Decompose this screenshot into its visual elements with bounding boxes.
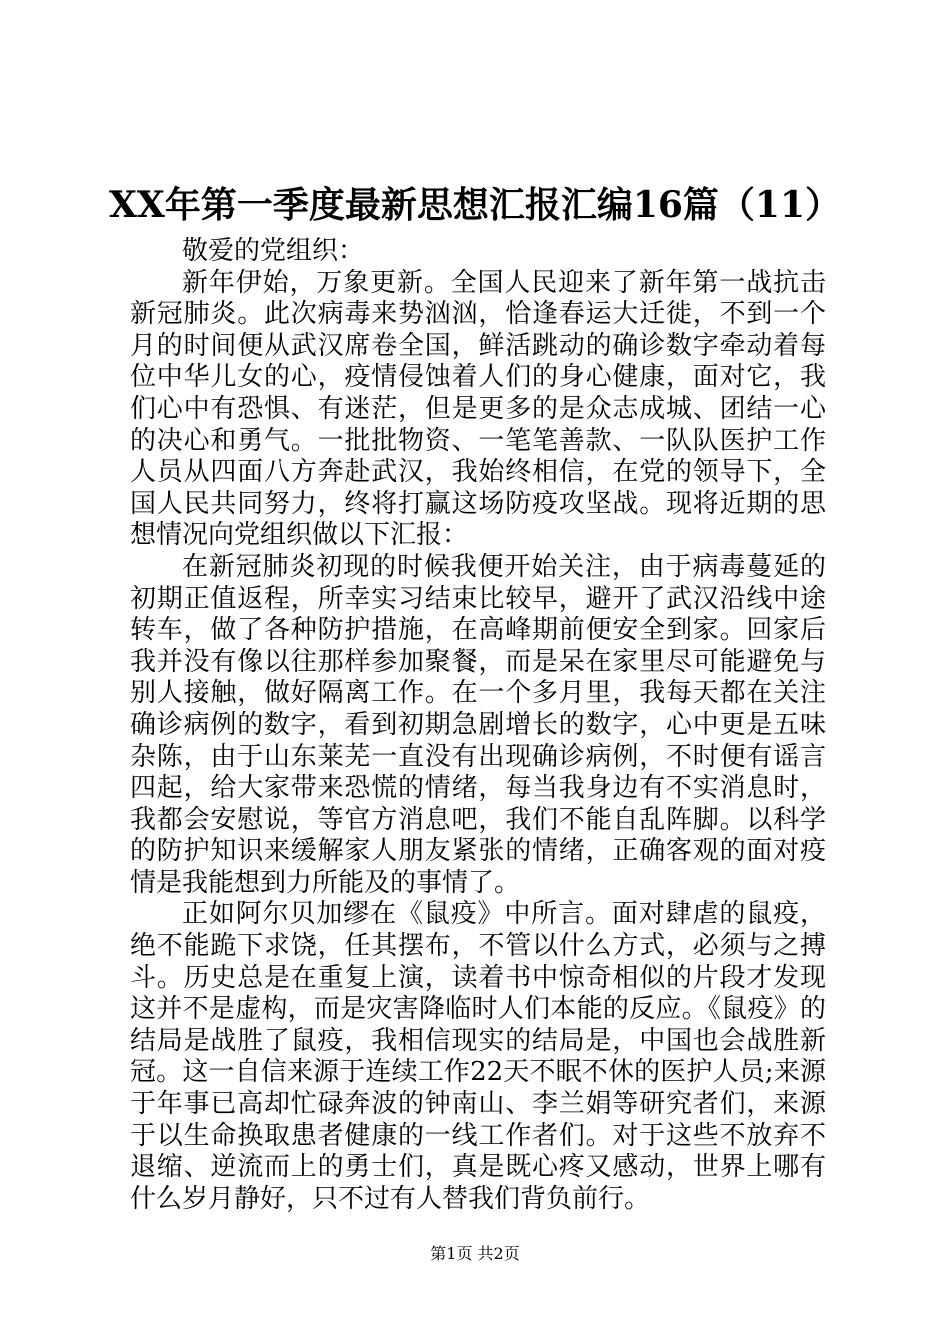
page-footer: 第1页 共2页: [430, 1244, 520, 1263]
paragraph-1: 新年伊始，万象更新。全国人民迎来了新年第一战抗击新冠肺炎。此次病毒来势汹汹，恰逢春运大迁徙，不到一个月的时间便从武汉席卷全国，鲜活跳动的确诊数字牵动着每位中华儿女的心，疫情侵蚀着人们的身心健康，面对它，我们心中有恐惧、有迷茫，但是更多的是众志成城、团结一心的决心和勇气。一批批物资、一笔笔善款、一队队医护工作人员从四面八方奔赴武汉，我始终相信，在党的领导下，全国人民共同努力，终将打赢这场防疫攻坚战。现将近期的思想情况向党组织做以下汇报：: [130, 267, 826, 551]
salutation: 敬爱的党组织：: [182, 236, 365, 266]
document-title: XX年第一季度最新思想汇报汇编16篇（11）: [108, 184, 842, 226]
document-body: [130, 236, 826, 1215]
paragraph-3: 正如阿尔贝加缪在《鼠疫》中所言。面对肆虐的鼠疫，绝不能跪下求饶，任其摆布，不管以什么方式，必须与之搏斗。历史总是在重复上演，读着书中惊奇相似的片段才发现这并不是虚构，而是灾害降临时人们本能的反应。《鼠疫》的结局是战胜了鼠疫，我相信现实的结局是，中国也会战胜新冠。这一自信来源于连续工作22天不眠不休的医护人员;来源于年事已高却忙碌奔波的钟南山、李兰娟等研究者们，来源于以生命换取患者健康的一线工作者们。对于这些不放弃不退缩、逆流而上的勇士们，真是既心疼又感动，世界上哪有什么岁月静好，只不过有人替我们背负前行。: [130, 899, 826, 1214]
paragraph-2: 在新冠肺炎初现的时候我便开始关注，由于病毒蔓延的初期正值返程，所幸实习结束比较早，避开了武汉沿线中途转车，做了各种防护措施，在高峰期前便安全到家。回家后我并没有像以往那样参加聚餐，而是呆在家里尽可能避免与别人接触，做好隔离工作。在一个多月里，我每天都在关注确诊病例的数字，看到初期急剧增长的数字，心中更是五味杂陈，由于山东莱芜一直没有出现确诊病例，不时便有谣言四起，给大家带来恐慌的情绪，每当我身边有不实消息时，我都会安慰说，等官方消息吧，我们不能自乱阵脚。以科学的防护知识来缓解家人朋友紧张的情绪，正确客观的面对疫情是我能想到力所能及的事情了。: [130, 551, 826, 898]
